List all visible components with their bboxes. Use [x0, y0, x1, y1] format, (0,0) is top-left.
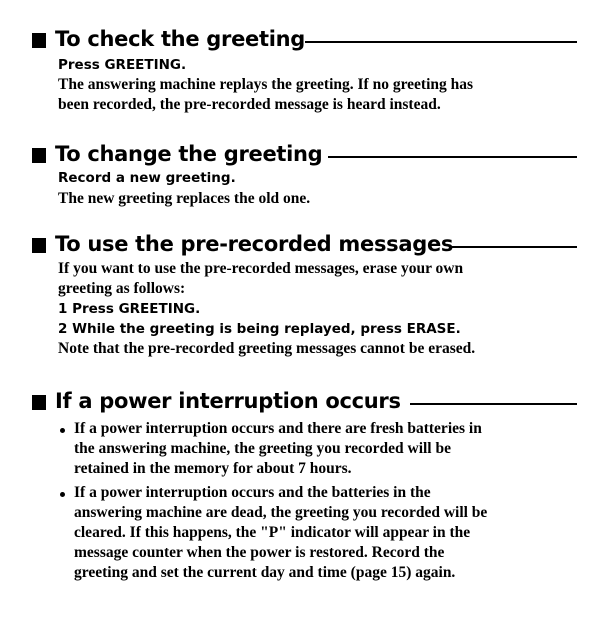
square-bullet-icon	[32, 238, 46, 253]
body-text: been recorded, the pre-recorded message is heard instead.	[58, 96, 441, 113]
section-change-greeting	[0, 142, 605, 207]
section-check-greeting	[0, 27, 605, 113]
section-heading	[0, 390, 605, 416]
body-text: retained in the memory for about 7 hours.	[74, 460, 352, 477]
body-text: greeting as follows:	[58, 280, 186, 297]
body-text: message counter when the power is restored. Record the	[74, 544, 445, 561]
heading-rule	[450, 246, 577, 248]
section-power-interruption	[0, 389, 605, 581]
heading-rule	[410, 403, 577, 405]
section-title: To check the greeting	[55, 27, 305, 51]
body-text: If a power interruption occurs and the batteries in the	[74, 484, 431, 501]
heading-rule	[305, 41, 577, 43]
body-text: If you want to use the pre-recorded messages, erase your own	[58, 260, 464, 277]
instruction-step: 2 While the greeting is being replayed, press ERASE.	[58, 321, 461, 337]
body-text: greeting and set the current day and time (page 15) again.	[74, 564, 456, 581]
body-text: The answering machine replays the greeting. If no greeting has	[58, 76, 474, 93]
section-heading	[0, 143, 605, 169]
section-heading	[0, 233, 605, 259]
instruction-step: 1 Press GREETING.	[58, 301, 201, 317]
section-title: To use the pre-recorded messages	[55, 232, 454, 256]
body-text: Note that the pre-recorded greeting messages cannot be erased.	[58, 340, 476, 357]
section-title: If a power interruption occurs	[55, 389, 401, 413]
square-bullet-icon	[32, 395, 46, 410]
section-pre-recorded-messages	[0, 232, 605, 357]
section-title: To change the greeting	[55, 142, 323, 166]
body-text: the answering machine, the greeting you recorded will be	[74, 440, 451, 457]
body-text: If a power interruption occurs and there are fresh batteries in	[74, 420, 482, 437]
body-text: cleared. If this happens, the "P" indicator will appear in the	[74, 524, 471, 541]
heading-rule	[328, 156, 577, 158]
square-bullet-icon	[32, 33, 46, 48]
instruction-step: Press GREETING.	[58, 57, 187, 73]
bullet-dot-icon	[60, 492, 65, 497]
bullet-dot-icon	[60, 428, 65, 433]
instruction-step: Record a new greeting.	[58, 170, 236, 186]
square-bullet-icon	[32, 148, 46, 163]
body-text: The new greeting replaces the old one.	[58, 190, 311, 207]
section-heading	[0, 28, 605, 54]
body-text: answering machine are dead, the greeting you recorded will be	[74, 504, 488, 521]
